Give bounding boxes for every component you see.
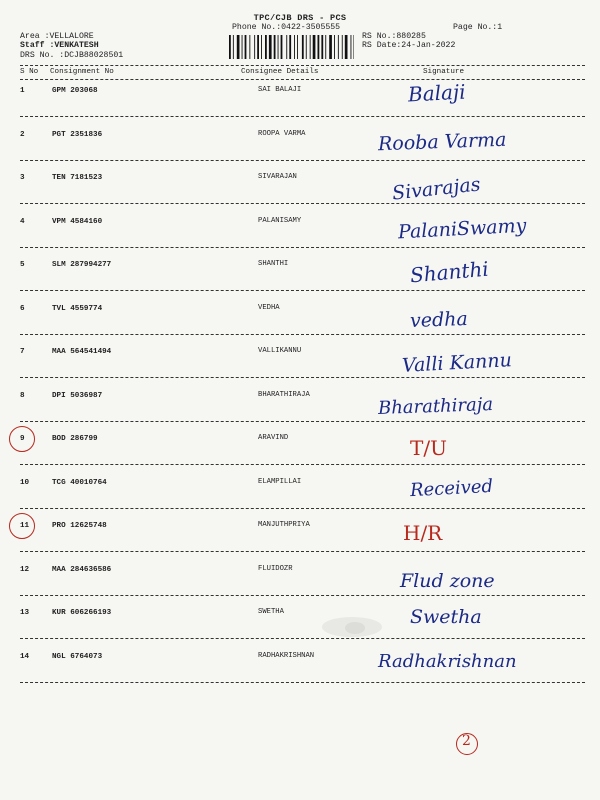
row-sno: 1 (20, 87, 25, 95)
barcode-bar (338, 35, 339, 59)
row-signature: Bharathiraja (377, 393, 494, 419)
row-divider (20, 377, 585, 378)
row-consignment-no: TEN 7181523 (52, 174, 103, 182)
row-divider (20, 116, 585, 117)
row-consignee: SIVARAJAN (258, 173, 297, 181)
row-consignment-no: KUR 606266193 (52, 609, 112, 617)
header-rule-bottom (20, 79, 585, 80)
barcode-bar (354, 35, 355, 59)
row-signature: Valli Kannu (401, 349, 513, 377)
row-consignment-no: MAA 564541494 (52, 348, 112, 356)
row-consignment-no: MAA 284636586 (52, 565, 112, 574)
row-consignment-no: GPM 203068 (52, 87, 98, 95)
scan-smudge (345, 622, 365, 634)
barcode-bar (229, 35, 231, 59)
row-signature: Swetha (410, 606, 482, 628)
row-signature: Rooba Varma (377, 128, 507, 155)
row-divider (20, 421, 585, 422)
barcode-bar (242, 35, 243, 59)
row-consignee: FLUIDOZR (258, 564, 293, 573)
barcode-bar (318, 35, 320, 59)
barcode-image (229, 35, 354, 59)
header-rule-top (20, 65, 585, 66)
row-divider (20, 160, 585, 161)
barcode-bar (245, 35, 247, 59)
footer-page-mark: 2 (462, 733, 471, 749)
row-consignment-no: PGT 2351836 (52, 130, 103, 139)
row-divider (20, 638, 585, 639)
row-sno: 7 (20, 348, 25, 356)
sheet-title: TPC/CJB DRS - PCS (253, 13, 347, 23)
row-consignee: BHARATHIRAJA (258, 390, 310, 399)
row-number-circle-mark (9, 513, 35, 539)
row-divider (20, 247, 585, 248)
rs-number: RS No.:880285 (362, 32, 426, 41)
row-signature: PalaniSwamy (397, 214, 527, 243)
barcode-bar (313, 35, 316, 59)
row-divider (20, 334, 585, 335)
barcode-bar (351, 35, 352, 59)
barcode-bar (306, 35, 307, 59)
row-consignee: SAI BALAJI (258, 86, 302, 94)
row-divider (20, 508, 585, 509)
barcode-bar (265, 35, 267, 59)
row-sno: 5 (20, 261, 25, 269)
row-consignment-no: VPM 4584160 (52, 217, 103, 226)
barcode-bar (334, 35, 335, 59)
row-signature: vedha (409, 307, 469, 332)
col-header-sno: S No (20, 68, 39, 76)
row-sno: 2 (20, 130, 25, 139)
barcode-bar (342, 35, 343, 59)
row-signature: Radhakrishnan (378, 650, 517, 672)
phone-number: Phone No.:0422-3505555 (232, 23, 341, 32)
barcode-bar (261, 35, 262, 59)
row-signature: H/R (403, 521, 443, 545)
col-header-consignee: Consignee Details (241, 68, 319, 76)
barcode-bar (233, 35, 234, 59)
row-divider (20, 203, 585, 204)
row-consignee: ELAMPILLAI (258, 477, 302, 486)
row-signature: Balaji (407, 79, 467, 107)
row-consignee: MANJUTHPRIYA (258, 521, 310, 529)
row-consignee: VEDHA (258, 303, 280, 312)
row-divider (20, 595, 585, 596)
row-divider (20, 464, 585, 465)
row-sno: 6 (20, 304, 25, 313)
row-consignment-no: NGL 6764073 (52, 652, 103, 661)
row-consignment-no: SLM 287994277 (52, 261, 112, 269)
row-signature: Shanthi (409, 256, 490, 288)
row-sno: 9 (20, 435, 25, 443)
barcode-bar (297, 35, 298, 59)
barcode-bar (278, 35, 279, 59)
row-divider (20, 682, 585, 683)
col-header-consignment: Consignment No (50, 68, 114, 76)
barcode-bar (345, 35, 348, 59)
page-number: Page No.:1 (453, 23, 503, 32)
row-consignment-no: DPI 5036987 (52, 391, 103, 400)
row-signature: Received (409, 475, 494, 501)
barcode-bar (249, 35, 250, 59)
barcode-bar (329, 35, 332, 59)
row-sno: 13 (20, 609, 30, 617)
row-signature: Sivarajas (391, 173, 482, 205)
barcode-bar (286, 35, 287, 59)
row-sno: 3 (20, 174, 25, 182)
barcode-bar (257, 35, 259, 59)
barcode-bar (302, 35, 304, 59)
row-consignment-no: BOD 286799 (52, 435, 98, 443)
rs-date: RS Date:24-Jan-2022 (362, 41, 456, 50)
row-consignee: PALANISAMY (258, 216, 302, 225)
barcode-bar (294, 35, 295, 59)
staff-label: Staff :VENKATESH (20, 41, 99, 50)
row-consignee: SHANTHI (258, 260, 289, 268)
drs-number: DRS No. :DCJB88028501 (20, 51, 124, 60)
row-consignee: ROOPA VARMA (258, 129, 306, 138)
row-consignment-no: TVL 4559774 (52, 304, 103, 313)
row-consignment-no: PRO 12625748 (52, 522, 107, 530)
barcode-bar (254, 35, 255, 59)
row-consignment-no: TCG 40010764 (52, 478, 107, 487)
row-divider (20, 551, 585, 552)
row-sno: 4 (20, 217, 25, 226)
row-consignee: VALLIKANNU (258, 347, 302, 355)
area-label: Area :VELLALORE (20, 32, 94, 41)
row-divider (20, 290, 585, 291)
barcode-bar (289, 35, 291, 59)
row-sno: 10 (20, 478, 30, 487)
row-consignee: SWETHA (258, 608, 284, 616)
row-sno: 8 (20, 391, 25, 400)
row-sno: 12 (20, 565, 30, 574)
row-consignee: ARAVIND (258, 434, 289, 442)
row-sno: 14 (20, 652, 30, 661)
barcode-bar (274, 35, 276, 59)
row-number-circle-mark (9, 426, 35, 452)
barcode-bar (310, 35, 311, 59)
barcode-bar (269, 35, 272, 59)
row-consignee: RADHAKRISHNAN (258, 651, 315, 660)
barcode-bar (321, 35, 323, 59)
barcode-bar (237, 35, 240, 59)
barcode-bar (325, 35, 326, 59)
row-signature: T/U (410, 436, 447, 460)
barcode-bar (281, 35, 283, 59)
col-header-signature: Signature (423, 68, 465, 76)
row-sno: 11 (20, 522, 30, 530)
row-signature: Flud zone (400, 569, 495, 592)
